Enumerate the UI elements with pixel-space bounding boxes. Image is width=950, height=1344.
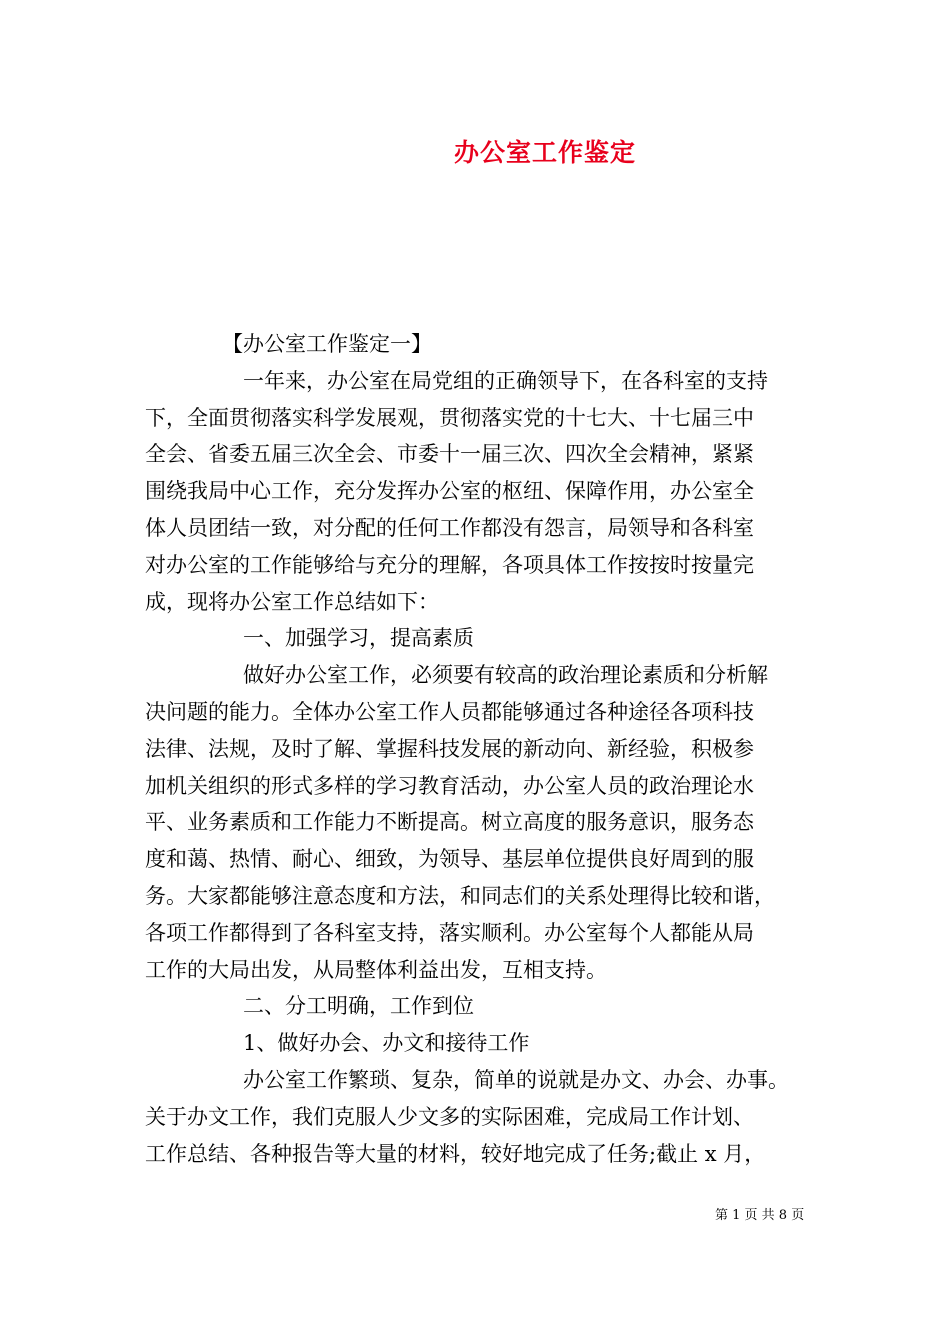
paragraph-line: 下，全面贯彻落实科学发展观，贯彻落实党的十七大、十七届三中 bbox=[145, 405, 754, 430]
page-number-footer: 第 1 页 共 8 页 bbox=[715, 1208, 805, 1223]
paragraph-line: 对办公室的工作能够给与充分的理解，各项具体工作按按时按量完 bbox=[145, 552, 754, 577]
paragraph-line: 体人员团结一致，对分配的任何工作都没有怨言，局领导和各科室 bbox=[145, 515, 754, 540]
paragraph-line: 各项工作都得到了各科室支持，落实顺利。办公室每个人都能从局 bbox=[145, 920, 754, 945]
document-body bbox=[145, 326, 815, 1172]
heading-2: 二、分工明确，工作到位 bbox=[243, 994, 474, 1019]
document-title: 办公室工作鉴定 bbox=[453, 138, 636, 167]
paragraph-line: 做好办公室工作，必须要有较高的政治理论素质和分析解 bbox=[243, 663, 768, 688]
paragraph-line: 办公室工作繁琐、复杂，简单的说就是办文、办会、办事。 bbox=[243, 1067, 789, 1092]
paragraph-line: 工作的大局出发，从局整体利益出发，互相支持。 bbox=[145, 957, 607, 982]
heading-1: 一、加强学习，提高素质 bbox=[243, 626, 474, 651]
paragraph-line: 加机关组织的形式多样的学习教育活动，办公室人员的政治理论水 bbox=[145, 773, 754, 798]
paragraph-line: 一年来，办公室在局党组的正确领导下，在各科室的支持 bbox=[243, 368, 768, 393]
section-heading: 【办公室工作鉴定一】 bbox=[222, 332, 432, 356]
paragraph-line: 度和蔼、热情、耐心、细致，为领导、基层单位提供良好周到的服 bbox=[145, 847, 754, 872]
paragraph-line: 法律、法规，及时了解、掌握科技发展的新动向、新经验，积极参 bbox=[145, 736, 754, 761]
paragraph-line: 全会、省委五届三次全会、市委十一届三次、四次全会精神，紧紧 bbox=[145, 442, 754, 467]
paragraph-line: 平、业务素质和工作能力不断提高。树立高度的服务意识，服务态 bbox=[145, 810, 754, 835]
paragraph-line: 围绕我局中心工作，充分发挥办公室的枢纽、保障作用，办公室全 bbox=[145, 479, 754, 504]
paragraph-line: 决问题的能力。全体办公室工作人员都能够通过各种途径各项科技 bbox=[145, 699, 754, 724]
paragraph-line: 成，现将办公室工作总结如下： bbox=[145, 589, 439, 614]
paragraph-line: 关于办文工作，我们克服人少文多的实际困难，完成局工作计划、 bbox=[145, 1104, 754, 1129]
paragraph-line: 工作总结、各种报告等大量的材料，较好地完成了任务;截止 x 月， bbox=[145, 1141, 766, 1166]
paragraph-line: 务。大家都能够注意态度和方法，和同志们的关系处理得比较和谐， bbox=[145, 883, 775, 908]
subheading-1: 1、做好办会、办文和接待工作 bbox=[243, 1031, 530, 1056]
